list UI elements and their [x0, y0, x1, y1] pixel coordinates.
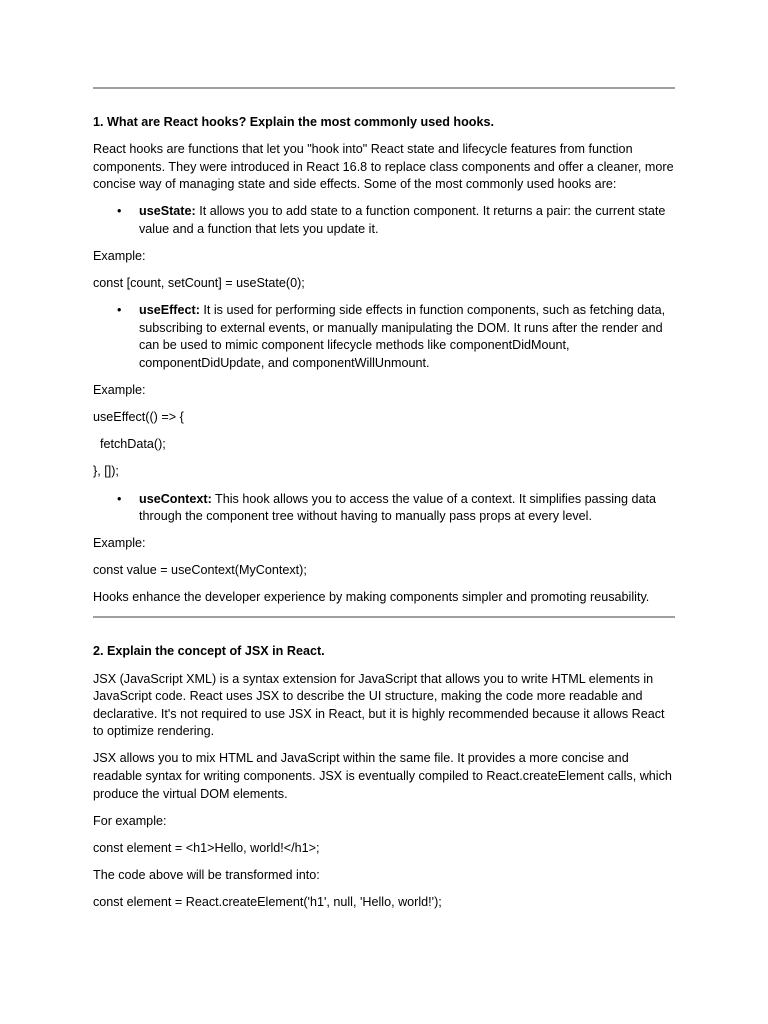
list-item	[117, 491, 675, 526]
example-label: For example:	[93, 813, 167, 828]
hook-term: useEffect:	[139, 303, 200, 318]
code-line: const value = useContext(MyContext);	[93, 563, 307, 578]
hook-list-usestate	[93, 203, 675, 238]
code-line: fetchData();	[93, 437, 166, 452]
horizontal-rule	[93, 87, 675, 89]
section-2-paragraph-2: JSX allows you to mix HTML and JavaScript within the same file. It provides a more concise and readable syntax for writing components. JSX is eventually compiled to React.createElement calls, which produce the virtual DOM elements.	[93, 751, 672, 801]
list-item	[117, 302, 675, 372]
section-1-closing: Hooks enhance the developer experience by making components simpler and promoting reusability.	[93, 590, 650, 605]
hook-description: It allows you to add state to a function component. It returns a pair: the current state value and a function that lets you update it.	[139, 204, 666, 236]
code-line: const element = React.createElement('h1', null, 'Hello, world!');	[93, 895, 442, 909]
hook-term: useState:	[139, 204, 196, 219]
section-2-heading: 2. Explain the concept of JSX in React.	[93, 644, 325, 659]
hook-term: useContext:	[139, 491, 212, 506]
code-line: }, []);	[93, 464, 119, 479]
transform-label: The code above will be transformed into:	[93, 867, 320, 882]
section-2-paragraph-1: JSX (JavaScript XML) is a syntax extension for JavaScript that allows you to write HTML elements in JavaScript code. React uses JSX to describe the UI structure, making the code more readable and declarative. It's not required to use JSX in React, but it is highly recommended because it allows React to optimize rendering.	[93, 671, 665, 739]
bullet-icon: •	[117, 303, 122, 318]
example-label: Example:	[93, 383, 146, 398]
hook-list-usecontext	[93, 491, 675, 526]
bullet-icon: •	[117, 204, 122, 219]
section-1-intro: React hooks are functions that let you "hook into" React state and lifecycle features from function components. They were introduced in React 16.8 to replace class components and offer a cleaner, more concise way of managing state and side effects. Some of the most commonly used hooks are:	[93, 142, 674, 192]
example-label: Example:	[93, 536, 146, 551]
hook-description: It is used for performing side effects in function components, such as fetching data, subscribing to external events, or manually manipulating the DOM. It runs after the render and can be used to mimic component lifecycle methods like componentDidMount, componentDidUpdate, and componentWillUnmount.	[139, 303, 666, 371]
code-line: const element = <h1>Hello, world!</h1>;	[93, 840, 320, 855]
bullet-icon: •	[117, 491, 122, 506]
horizontal-rule	[93, 616, 675, 618]
example-label: Example:	[93, 249, 146, 264]
list-item	[117, 203, 675, 238]
hook-list-useeffect	[93, 302, 675, 372]
document-page	[93, 87, 675, 921]
code-line: const [count, setCount] = useState(0);	[93, 276, 305, 291]
hook-description: This hook allows you to access the value of a context. It simplifies passing data through the component tree without having to manually pass props at every level.	[139, 491, 657, 524]
code-line: useEffect(() => {	[93, 410, 184, 425]
section-1-heading: 1. What are React hooks? Explain the most commonly used hooks.	[93, 115, 494, 129]
